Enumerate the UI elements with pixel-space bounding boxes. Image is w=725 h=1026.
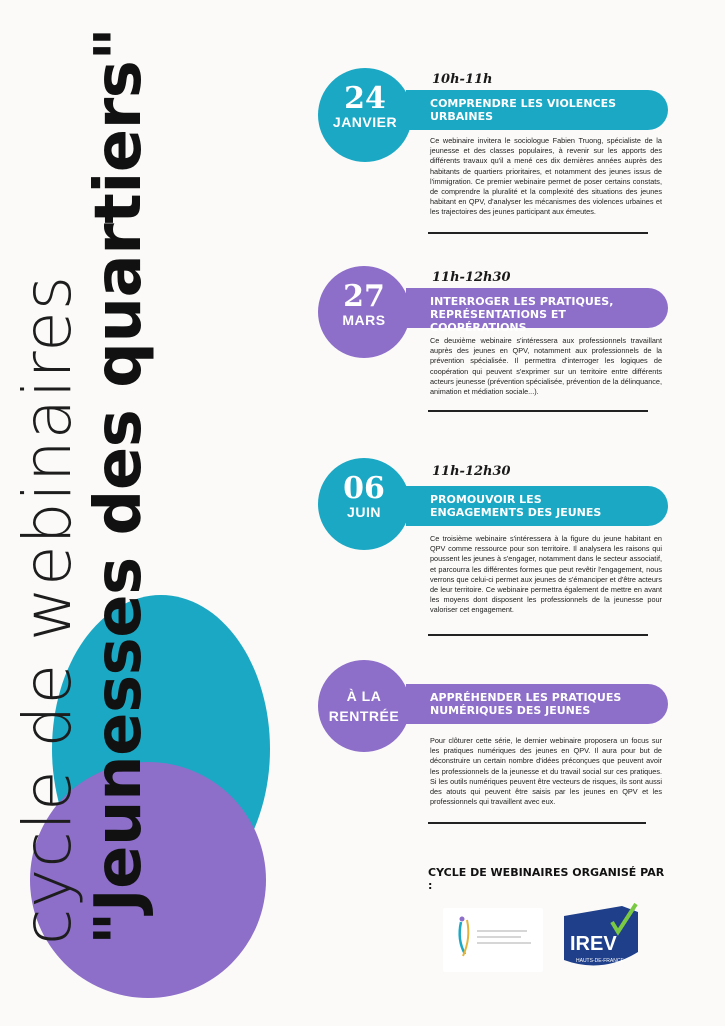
event-1 xyxy=(318,70,678,240)
event-title-line-1: PROMOUVOIR LES xyxy=(430,493,542,506)
event-description: Pour clôturer cette série, le dernier webinaire proposera un focus sur les pratiques numériques des jeunes en QPV. Il aura pour but de déconstruire un certain nombre d'idées préconçues que peuvent avoir les professionnels de la jeunesse et du travail social sur ces pratiques. Si les outils numériques peuvent être vecteurs de risques, ils sont aussi des atouts qui peuvent être saisis par les jeunes en QPV et les professionnels qui travaillent avec eux. xyxy=(430,736,662,807)
poster-title xyxy=(9,27,156,945)
event-title-bar xyxy=(406,684,668,724)
event-title-bar xyxy=(406,486,668,526)
event-day: 06 xyxy=(343,471,385,506)
event-date-circle xyxy=(318,458,410,550)
event-month-line-2: RENTRÉE xyxy=(328,708,400,724)
event-time: 11h-12h30 xyxy=(432,270,511,285)
event-month: JANVIER xyxy=(332,114,398,130)
event-description: Ce deuxième webinaire s'intéressera aux professionnels travaillant auprès des jeunes en QPV, notamment aux professionnels de la prévention spécialisée. Il permettra d'interroger les logiques de coopération qui peuvent s'exprimer sur un territoire entre différents acteurs jeunesse (prévention spécialisée, prévention de la délinquance, animation et médiation sociale...). xyxy=(430,336,662,397)
event-date-circle xyxy=(318,660,410,752)
event-day: 24 xyxy=(344,81,386,116)
divider xyxy=(428,232,648,234)
event-title-line-1: COMPRENDRE LES VIOLENCES xyxy=(430,97,617,110)
event-title-line-2: ENGAGEMENTS DES JEUNES xyxy=(430,506,602,519)
event-title-bar xyxy=(406,288,668,334)
event-day: 27 xyxy=(343,279,385,314)
event-month-line-1: À LA xyxy=(346,688,382,704)
event-3 xyxy=(318,462,678,642)
event-description: Ce webinaire invitera le sociologue Fabien Truong, spécialiste de la jeunesse et des classes populaires, à revenir sur les apports des différents travaux qu'il a mené ces dix dernières années auprès des habitants de quartiers prioritaires, et notamment des jeunes issus de l'immigration. Ce premier webinaire permet de poser certains constats, de comprendre la pluralité et la complexité des situations des jeunes habitant en QPV, d'analyser les mécanismes des violences urbaines et les trajectoires des jeunes participant aux émeutes. xyxy=(430,136,662,217)
event-month: JUIN xyxy=(347,504,381,520)
divider xyxy=(428,634,648,636)
event-title-line-1: INTERROGER LES PRATIQUES, xyxy=(430,295,614,308)
event-title-line-1: APPRÉHENDER LES PRATIQUES xyxy=(430,691,622,704)
organised-by-label: CYCLE DE WEBINAIRES ORGANISÉ PAR : xyxy=(428,866,665,892)
irev-shield-icon xyxy=(562,902,640,972)
event-time: 11h-12h30 xyxy=(432,464,511,479)
event-2 xyxy=(318,268,678,418)
crprs-logo xyxy=(443,908,543,972)
divider xyxy=(428,822,646,824)
event-title-line-2: REPRÉSENTATIONS ET COOPÉRATIONS xyxy=(430,308,566,334)
crprs-logo-icon xyxy=(443,908,543,972)
event-title-line-2: URBAINES xyxy=(430,110,494,123)
title-line-2: "Jeunesses des quartiers" xyxy=(82,27,156,945)
divider xyxy=(428,410,648,412)
event-description: Ce troisième webinaire s'intéressera à la figure du jeune habitant en QPV comme ressource pour son territoire. Il analysera les raisons qui poussent les jeunes à s'engager, notamment dans le secteur associatif, et parcourra les différentes formes que peut revêtir l'engagement, nous verrons que celui-ci permet aux jeunes de s'émanciper et d'être acteurs de leur territoire. Ce webinaire permettra également de mettre en avant les moyens dont disposent les professionnels de la jeunesse pour valoriser cet engagement. xyxy=(430,534,662,615)
event-4 xyxy=(318,660,678,830)
event-time: 10h-11h xyxy=(432,72,493,87)
irev-logo-subtext: HAUTS-DE-FRANCE xyxy=(576,958,624,964)
event-month: MARS xyxy=(342,312,386,328)
irev-logo-text: IREV xyxy=(570,933,617,955)
title-line-1: cycle de webinaires xyxy=(9,274,86,945)
event-title-bar xyxy=(406,90,668,130)
event-date-circle xyxy=(318,266,410,358)
irev-logo xyxy=(562,902,640,972)
event-title-line-2: NUMÉRIQUES DES JEUNES xyxy=(430,704,591,717)
event-date-circle xyxy=(318,68,412,162)
